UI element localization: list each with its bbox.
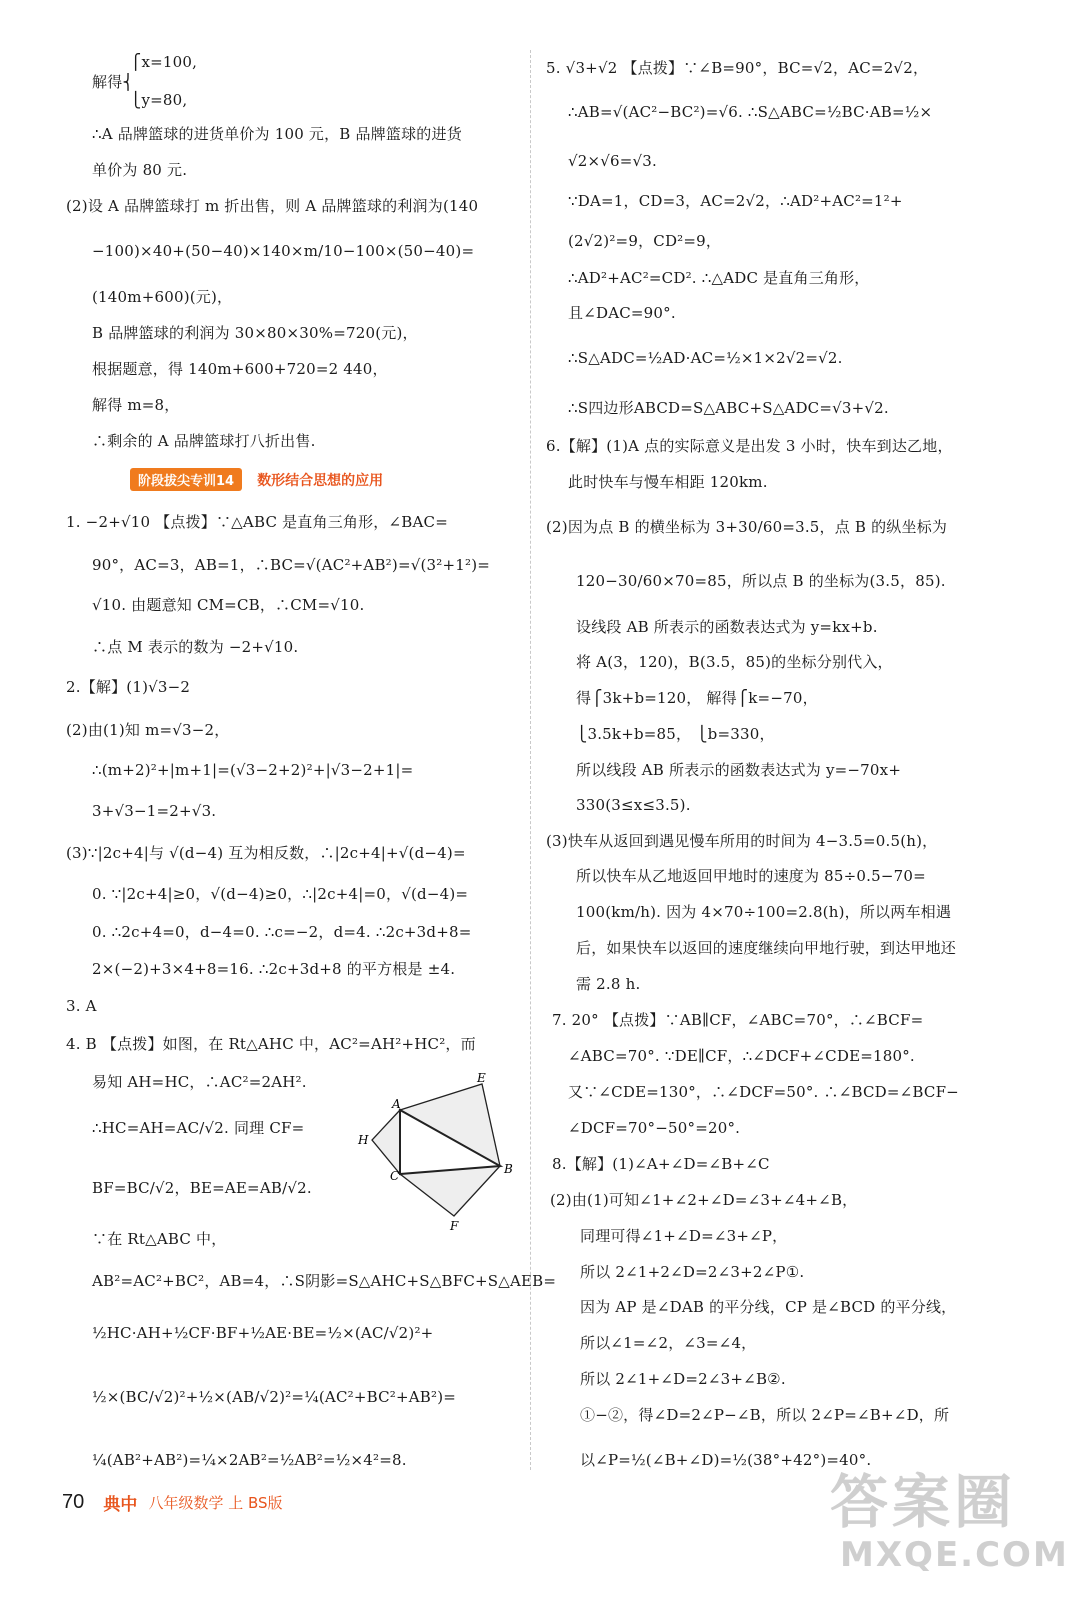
text-line: ⎧x=100, — [130, 53, 198, 71]
text-line: ∠DCF=70°−50°=20°. — [568, 1119, 741, 1137]
text-line: (3)∵|2c+4|与 √(d−4) 互为相反数，∴|2c+4|+√(d−4)= — [66, 844, 466, 862]
watermark — [820, 1455, 1069, 1595]
text-line: (2√2)²=9，CD²=9， — [568, 232, 722, 250]
brand-logo: 典中 — [103, 1495, 138, 1515]
text-line: 90°，AC=3，AB=1，∴BC=√(AC²+AB²)=√(3²+1²)= — [92, 556, 491, 574]
text-line: 此时快车与慢车相距 120km. — [568, 473, 768, 491]
label-h: H — [358, 1133, 369, 1147]
text-line: ∠ABC=70°. ∵DE∥CF，∴∠DCF+∠CDE=180°. — [568, 1047, 915, 1065]
text-line: 因为 AP 是∠DAB 的平分线，CP 是∠BCD 的平分线， — [580, 1298, 957, 1316]
watermark-text: 答案圈 — [830, 1468, 1017, 1536]
text-line: 所以∠1=∠2，∠3=∠4， — [580, 1334, 757, 1352]
page-footer — [62, 1490, 283, 1520]
text-line: ①−②，得∠D=2∠P−∠B，所以 2∠P=∠B+∠D，所 — [580, 1406, 950, 1424]
text-line: ∴点 M 表示的数为 −2+√10. — [92, 638, 299, 656]
text-line: B 品牌篮球的利润为 30×80×30%=720(元)， — [92, 324, 418, 342]
text-line: ∴剩余的 A 品牌篮球打八折出售. — [92, 432, 316, 450]
text-line: (2)由(1)可知∠1+∠2+∠D=∠3+∠4+∠B， — [550, 1191, 858, 1209]
text-line: 同理可得∠1+∠D=∠3+∠P， — [580, 1227, 788, 1245]
text-line: (2)由(1)知 m=√3−2， — [66, 721, 230, 739]
text-line: 1. −2+√10 【点拨】∵△ABC 是直角三角形，∠BAC= — [66, 513, 448, 531]
text-line: 所以 2∠1+∠D=2∠3+∠B②. — [580, 1370, 786, 1388]
text-line: 设线段 AB 所表示的函数表达式为 y=kx+b. — [576, 618, 878, 636]
text-line: 根据题意，得 140m+600+720=2 440， — [92, 360, 388, 378]
text-line: 所以 2∠1+2∠D=2∠3+2∠P①. — [580, 1263, 805, 1281]
text-line: 100(km/h). 因为 4×70÷100=2.8(h)，所以两车相遇 — [576, 903, 952, 921]
text-line: 7. 20° 【点拨】∵AB∥CF，∠ABC=70°，∴∠BCF= — [552, 1011, 924, 1029]
book-title: 八年级数学 上 BS版 — [148, 1494, 283, 1512]
label-c: C — [390, 1169, 400, 1183]
text-line: 3. A — [66, 997, 97, 1015]
text-line: ∴S四边形ABCD=S△ABC+S△ADC=√3+√2. — [568, 399, 889, 417]
text-line: ∴AB=√(AC²−BC²)=√6. ∴S△ABC=½BC·AB=½× — [568, 103, 933, 121]
text-line: 330(3≤x≤3.5). — [576, 796, 691, 814]
text-line: 5. √3+√2 【点拨】∵∠B=90°，BC=√2，AC=2√2， — [546, 59, 929, 77]
section-badge: 阶段拔尖专训14 — [130, 468, 242, 491]
text-line: 2.【解】(1)√3−2 — [66, 678, 191, 696]
text-line: −100)×40+(50−40)×140×m/10−100×(50−40)= — [92, 242, 475, 260]
text-line: ∴S△ADC=½AD·AC=½×1×2√2=√2. — [568, 349, 843, 367]
text-line: ∵DA=1，CD=3，AC=2√2，∴AD²+AC²=1²+ — [568, 192, 903, 210]
text-line: ∴A 品牌篮球的进货单价为 100 元，B 品牌篮球的进货 — [92, 125, 462, 143]
text-line: (2)因为点 B 的横坐标为 3+30/60=3.5，点 B 的纵坐标为 — [546, 518, 948, 536]
geometry-figure — [352, 1070, 522, 1235]
text-line: 0. ∴2c+4=0，d−4=0. ∴c=−2，d=4. ∴2c+3d+8= — [92, 923, 472, 941]
text-line: 单价为 80 元. — [92, 161, 188, 179]
column-divider — [530, 50, 531, 1470]
text-line: ¼(AB²+AB²)=¼×2AB²=½AB²=½×4²=8. — [92, 1451, 407, 1469]
text-line: ∴AD²+AC²=CD². ∴△ADC 是直角三角形， — [568, 269, 870, 287]
label-f: F — [450, 1219, 459, 1233]
text-line: 4. B 【点拨】如图，在 Rt△AHC 中，AC²=AH²+HC²，而 — [66, 1035, 476, 1053]
label-e: E — [477, 1071, 486, 1085]
text-line: 2×(−2)+3×4+8=16. ∴2c+3d+8 的平方根是 ±4. — [92, 960, 456, 978]
text-line: BF=BC/√2，BE=AE=AB/√2. — [92, 1179, 312, 1197]
text-line: 120−30/60×70=85，所以点 B 的坐标为(3.5，85). — [576, 572, 946, 590]
text-line: 得⎧3k+b=120， 解得⎧k=−70， — [576, 689, 818, 707]
text-line: ½×(BC/√2)²+½×(AB/√2)²=¼(AC²+BC²+AB²)= — [92, 1388, 457, 1406]
text-line: 将 A(3，120)，B(3.5，85)的坐标分别代入， — [576, 653, 893, 671]
text-line: ⎩3.5k+b=85， ⎩b=330， — [576, 725, 775, 743]
text-line: 又∵∠CDE=130°，∴∠DCF=50°. ∴∠BCD=∠BCF− — [568, 1083, 959, 1101]
section-header — [130, 468, 383, 492]
text-line: AB²=AC²+BC²，AB=4，∴S阴影=S△AHC+S△BFC+S△AEB= — [92, 1272, 557, 1290]
text-line: ∴HC=AH=AC/√2. 同理 CF= — [92, 1119, 305, 1137]
text-line: 后，如果快车以返回的速度继续向甲地行驶，到达甲地还 — [576, 939, 957, 957]
text-line: √2×√6=√3. — [568, 152, 658, 170]
text-line: ∴(m+2)²+|m+1|=(√3−2+2)²+|√3−2+1|= — [92, 761, 414, 779]
text-line: ½HC·AH+½CF·BF+½AE·BE=½×(AC/√2)²+ — [92, 1324, 434, 1342]
text-line: 解得⎨ — [92, 73, 134, 91]
triangle-diagram — [352, 1070, 522, 1235]
label-b: B — [504, 1162, 513, 1176]
text-line: 所以线段 AB 所表示的函数表达式为 y=−70x+ — [576, 761, 902, 779]
text-line: 需 2.8 h. — [576, 975, 641, 993]
text-line: 解得 m=8， — [92, 396, 180, 414]
text-line: ⎩y=80, — [130, 91, 188, 109]
text-line: ∵在 Rt△ABC 中， — [92, 1230, 227, 1248]
section-title: 数形结合思想的应用 — [257, 472, 384, 489]
text-line: 3+√3−1=2+√3. — [92, 802, 217, 820]
text-line: 所以快车从乙地返回甲地时的速度为 85÷0.5−70= — [576, 867, 926, 885]
text-line: (3)快车从返回到遇见慢车所用的时间为 4−3.5=0.5(h)， — [546, 832, 938, 850]
text-line: √10. 由题意知 CM=CB，∴CM=√10. — [92, 596, 365, 614]
triangle-ahc — [372, 1110, 400, 1174]
text-line: 6.【解】(1)A 点的实际意义是出发 3 小时，快车到达乙地， — [546, 437, 953, 455]
watermark-url: MXQE.COM — [840, 1535, 1069, 1575]
label-a: A — [392, 1097, 401, 1111]
text-line: 易知 AH=HC，∴AC²=2AH². — [92, 1073, 307, 1091]
page-number: 70 — [62, 1491, 85, 1513]
text-line: 且∠DAC=90°. — [568, 304, 676, 322]
text-line: (140m+600)(元)， — [92, 288, 233, 306]
text-line: 以∠P=½(∠B+∠D)=½(38°+42°)=40°. — [580, 1451, 872, 1469]
text-line: 0. ∵|2c+4|≥0，√(d−4)≥0，∴|2c+4|=0，√(d−4)= — [92, 885, 469, 903]
text-line: (2)设 A 品牌篮球打 m 折出售，则 A 品牌篮球的利润为(140 — [66, 197, 479, 215]
text-line: 8.【解】(1)∠A+∠D=∠B+∠C — [552, 1155, 770, 1173]
